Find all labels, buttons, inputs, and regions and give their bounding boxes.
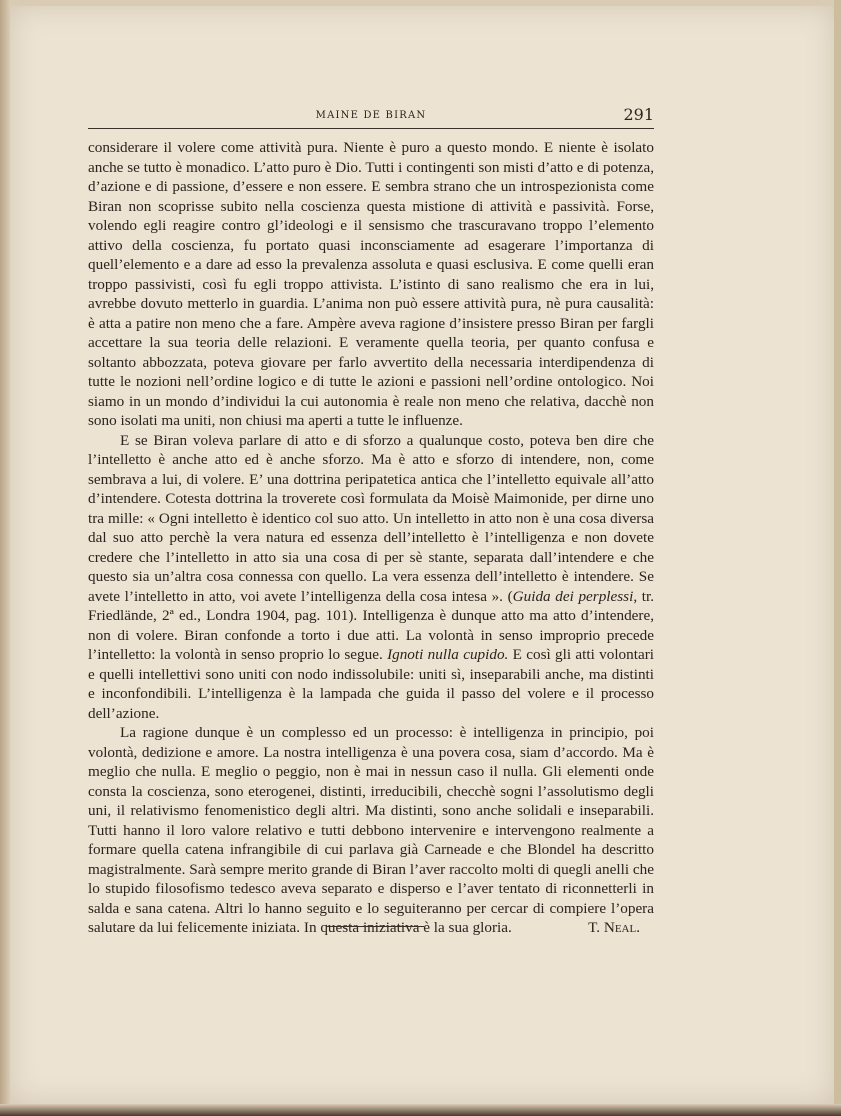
- paragraph-2-text-c: E così gli atti volontari e quelli intellettivi sono uniti con nodo indissolubile: uniti sì, inseparabili anche, ma distinti e inconfondibili. L’intelligenza è la lampada che guida il passo del volere e il processo dell’azione.: [88, 646, 654, 722]
- book-title-italic: Guida dei perplessi: [512, 587, 634, 605]
- page-header: [88, 104, 654, 129]
- page-number: 291: [623, 105, 654, 124]
- author-signature: T. Neal.: [588, 919, 640, 936]
- book-spine-shadow: [0, 0, 10, 1116]
- paragraph-2-text-b: , tr. Friedlände, 2ª ed., Londra 1904, pag. 101). Intelligenza è dunque atto ma atto d’intendere, non di volere. Biran confonde a torto i due atti. La volontà in senso improprio precede l’intelletto: la volontà in senso proprio lo segue.: [88, 587, 654, 663]
- article-body: [88, 138, 654, 938]
- page-edge-bottom: [0, 1104, 841, 1116]
- end-rule-divider: [326, 926, 424, 927]
- paragraph-1: considerare il volere come attività pura. Niente è puro a questo mondo. E niente è isolato anche se tutto è monadico. L’atto puro è Dio. Tutti i contingenti son misti d’atto e di potenza, d’azione e di passione, d’essere e non essere. E sembra strano che un introspezionista come Biran non scoprisse subito nella coscienza questa mistione di attività e passività. Forse, volendo egli reagire contro gl’ideologi e il sensismo che trascuravano troppo l’elemento attivo della coscienza, fu portato quasi inconsciamente ad esagerare l’importanza di quell’elemento e a dare ad esso la prevalenza assoluta e quasi esclusiva. E come quelli eran troppo passivisti, così fu egli troppo attivista. L’istinto di sano realismo che era in lui, avrebbe dovuto metterlo in guardia. L’anima non può essere attività pura, nè pura causalità: è atta a patire non meno che a fare. Ampère aveva ragione d’insistere presso Biran per fargli accettare la sua teoria delle relazioni. E veramente quella teoria, per quanto confusa e soltanto abbozzata, poteva giovare per farlo avvertito della necessaria interdipendenza di tutte le nozioni nell’ordine logico e di tutte le azioni e passioni nell’ordine ontologico. Noi siamo in un mondo d’individui la cui autonomia è reale non meno che relativa, dacchè non sono isolati ma uniti, non chiusi ma aperti a tutte le influenze.: [88, 139, 654, 429]
- paragraph-2-text-a: E se Biran voleva parlare di atto e di sforzo a qualunque costo, poteva ben dire che l’intelletto è anche atto ed è anche sforzo. Ma è atto e sforzo di intendere, non, come sembrava a lui, di volere. E’ una dottrina peripatetica antica che l’intelletto equivale all’atto d’intendere. Cotesta dottrina la troverete così formulata da Moisè Maimonide, per dirne uno tra mille: « Ogni intelletto è identico col suo atto. Un intelletto in atto non è una cosa diversa dal suo atto perchè la vera natura ed essenza dell’intelletto è l’intelligenza e non dovete credere che l’intelletto in atto sia una cosa di per sè stante, separata dall’intendere e che questo sia un’altra cosa connessa con quello. La vera essenza dell’intelletto è intendere. Se avete l’intelletto in atto, voi avete l’intelligenza della cosa intesa ». (: [88, 431, 654, 605]
- page-edge-right: [834, 0, 841, 1116]
- paragraph-3-text: La ragione dunque è un complesso ed un processo: è intelligenza in principio, poi volontà, dedizione e amore. La nostra intelligenza è una povera cosa, siam d’accordo. Ma è meglio che nulla. E meglio o peggio, non è mai in nessun caso il nulla. Gli elementi onde consta la coscienza, sono eterogenei, distinti, irreducibili, checchè sogni l’assolutismo degli uni, il relativismo fenomenistico degli altri. Ma distinti, sono anche solidali e inseparabili. Tutti hanno il loro valore relativo e tutti debbono intervenire e intervengono realmente a formare quella catena infrangibile di cui parlava già Carneade e che Blondel ha descritto magistralmente. Sarà sempre merito grande di Biran l’aver raccolto molti di quegli anelli che lo stupido filosofismo tedesco aveva separato e disperso e l’aver tentato di riconnetterli in salda e sana catena. Altri lo hanno seguito e lo seguiteranno per cercar di compiere l’opera salutare da lui felicemente iniziata. In questa iniziativa è la sua gloria.: [88, 724, 654, 936]
- paragraph-3: [88, 723, 654, 938]
- running-head: MAINE DE BIRAN: [315, 110, 427, 121]
- latin-phrase-italic: Ignoti nulla cupido.: [387, 646, 509, 663]
- paragraph-2: [88, 431, 654, 724]
